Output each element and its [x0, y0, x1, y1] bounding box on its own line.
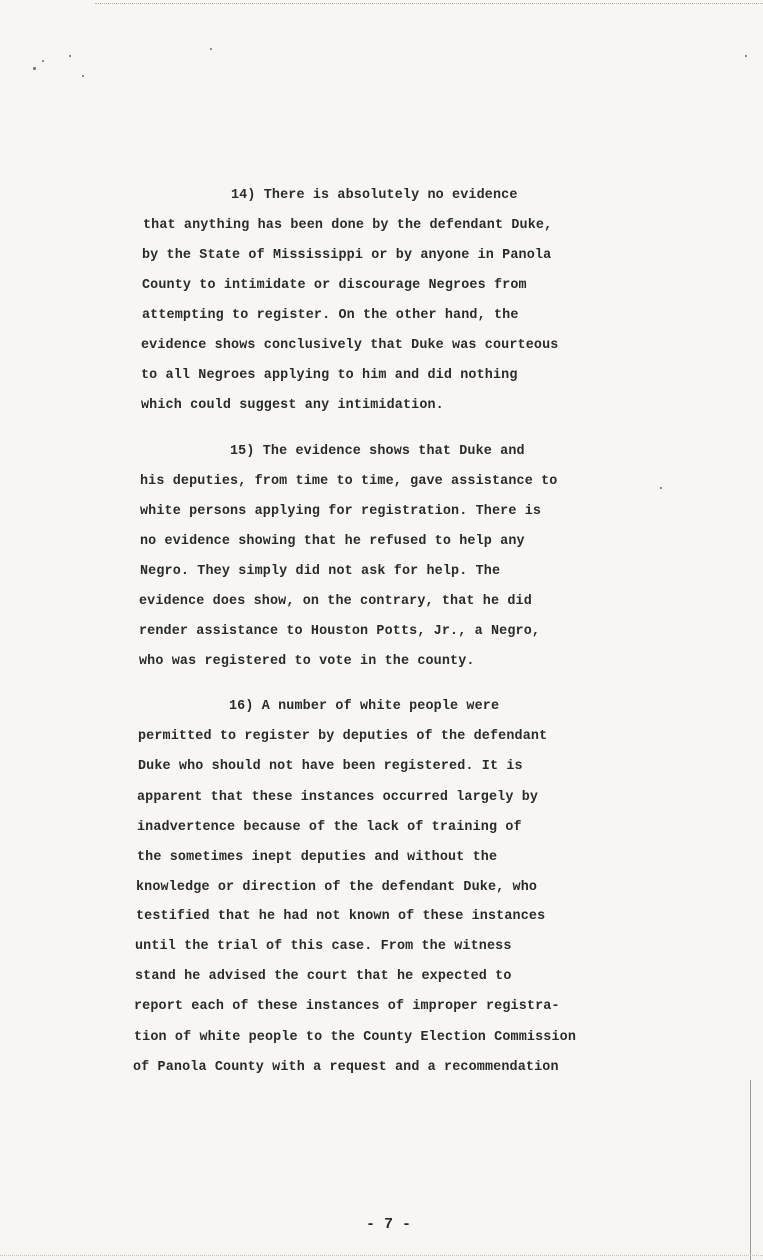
text-line: which could suggest any intimidation.	[141, 398, 444, 413]
text-line: evidence shows conclusively that Duke was courteous	[141, 338, 559, 353]
text-line: the sometimes inept deputies and without the	[137, 850, 498, 865]
text-line: apparent that these instances occurred largely by	[137, 790, 539, 805]
text-line: his deputies, from time to time, gave assistance to	[140, 474, 558, 489]
scan-speck	[69, 55, 71, 57]
scan-speck	[660, 487, 662, 489]
text-line: 15) The evidence shows that Duke and	[230, 444, 525, 459]
scan-speck	[745, 55, 747, 57]
text-line: report each of these instances of improper registra-	[134, 999, 560, 1014]
scan-speck	[210, 48, 212, 50]
text-line: Negro. They simply did not ask for help. The	[140, 564, 501, 579]
text-line: that anything has been done by the defendant Duke,	[143, 218, 553, 233]
text-line: permitted to register by deputies of the defendant	[138, 729, 548, 744]
text-line: 14) There is absolutely no evidence	[231, 188, 518, 203]
page-number: - 7 -	[366, 1216, 412, 1233]
text-line: evidence does show, on the contrary, that he did	[139, 594, 532, 609]
text-line: no evidence showing that he refused to help any	[140, 534, 525, 549]
text-line: inadvertence because of the lack of training of	[137, 820, 522, 835]
bottom-edge-border	[0, 1255, 763, 1256]
text-line: County to intimidate or discourage Negroes from	[142, 278, 527, 293]
text-line: stand he advised the court that he expected to	[135, 969, 512, 984]
scan-speck	[42, 60, 44, 62]
text-line: render assistance to Houston Potts, Jr., a Negro,	[139, 624, 541, 639]
text-line: Duke who should not have been registered. It is	[138, 759, 523, 774]
text-line: of Panola County with a request and a recommendation	[133, 1060, 559, 1075]
text-line: testified that he had not known of these instances	[136, 909, 546, 924]
text-line: attempting to register. On the other hand, the	[142, 308, 519, 323]
text-line: 16) A number of white people were	[229, 699, 500, 714]
text-line: by the State of Mississippi or by anyone in Panola	[142, 248, 552, 263]
text-line: to all Negroes applying to him and did nothing	[141, 368, 518, 383]
text-line: knowledge or direction of the defendant Duke, who	[136, 880, 538, 895]
text-line: white persons applying for registration. There is	[140, 504, 542, 519]
text-line: tion of white people to the County Election Commission	[134, 1030, 577, 1045]
scan-speck	[82, 75, 84, 77]
top-edge-border	[95, 3, 763, 4]
scan-speck	[33, 67, 36, 70]
text-line: until the trial of this case. From the witness	[135, 939, 512, 954]
right-margin-rule	[750, 1080, 751, 1260]
text-line: who was registered to vote in the county.	[139, 654, 475, 669]
